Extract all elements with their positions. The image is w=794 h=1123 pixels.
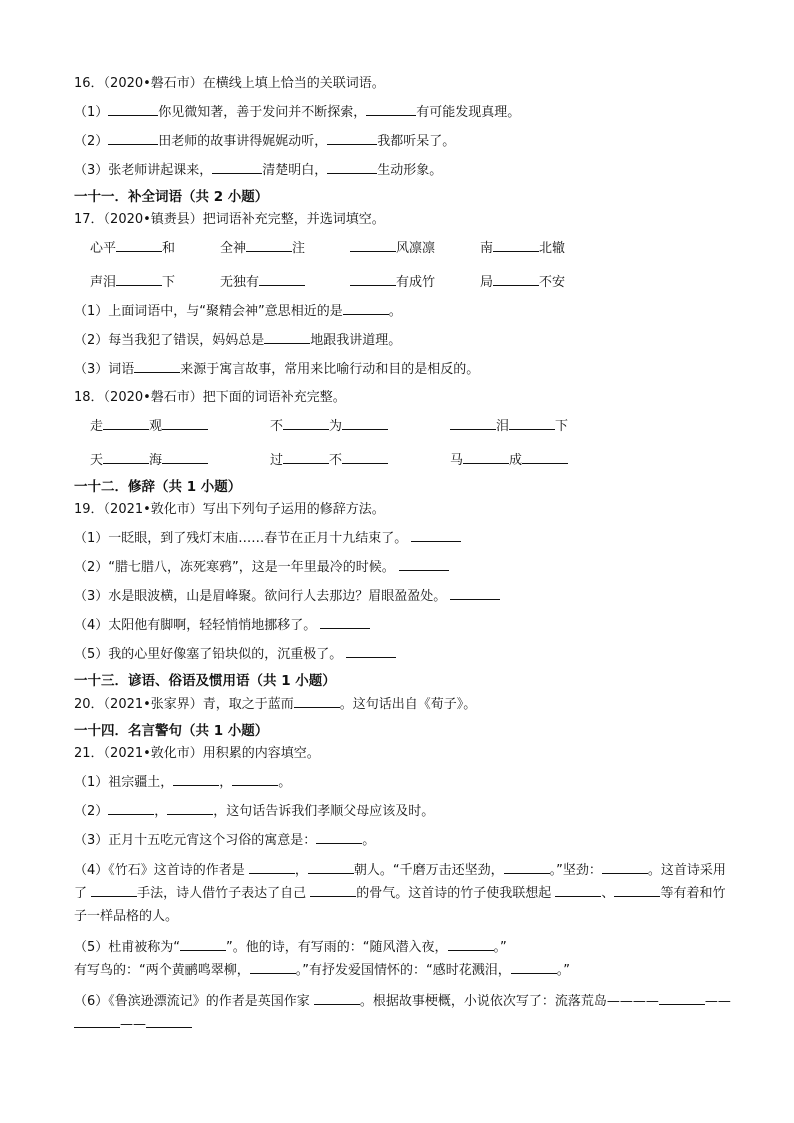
section-heading-11: 一十一．补全词语（共 2 小题） (74, 189, 269, 205)
text: 注 (292, 241, 306, 256)
word-item (270, 416, 450, 437)
q19-item-4 (74, 615, 734, 636)
answer-blank[interactable] (327, 131, 377, 145)
text: —— (704, 994, 731, 1009)
answer-blank[interactable] (74, 1014, 120, 1028)
text: 地跟我讲道理。 (310, 333, 402, 348)
text: 不 (329, 453, 343, 468)
text: 生动形象。 (377, 163, 443, 178)
text: 心平 (90, 241, 117, 256)
answer-blank[interactable] (310, 883, 356, 897)
text: （3）张老师讲起课来， (74, 163, 213, 178)
text: —— (632, 994, 659, 1009)
text: （2） (74, 134, 109, 149)
q21-item-6 (74, 990, 734, 1036)
text: 。” (493, 940, 507, 955)
text: 全神 (220, 241, 247, 256)
text: 走 (90, 419, 104, 434)
text: 等有着和竹子一样品格的人。 (74, 886, 726, 924)
text: （5）杜甫被称为“ (74, 940, 181, 955)
answer-blank[interactable] (167, 801, 213, 815)
text: （6）《鲁滨逊漂流记》的作者是英国作家 (74, 994, 314, 1009)
word-item (450, 416, 630, 437)
worksheet-page (74, 74, 734, 1036)
text: 过 (270, 453, 284, 468)
answer-blank[interactable] (493, 238, 539, 252)
text: 马 (450, 453, 464, 468)
text: 。”坚劲： (549, 863, 602, 878)
text: （3）词语 (74, 362, 135, 377)
word-item (220, 238, 350, 259)
text: （2）每当我犯了错误，妈妈总是 (74, 333, 265, 348)
answer-blank[interactable] (350, 272, 396, 286)
word-item (220, 272, 350, 293)
word-item (480, 272, 600, 293)
q17-item-1 (74, 301, 734, 322)
text: （1） (74, 105, 109, 120)
text: 为 (329, 419, 343, 434)
answer-blank[interactable] (350, 238, 396, 252)
answer-blank[interactable] (342, 416, 388, 430)
q16-item-2 (74, 131, 734, 152)
q21-item-1 (74, 772, 734, 793)
word-item (90, 238, 220, 259)
word-item (450, 450, 630, 471)
text: 。 (388, 304, 402, 319)
answer-blank[interactable] (509, 416, 555, 430)
q17-item-3 (74, 359, 734, 380)
text: 。 (278, 775, 292, 790)
answer-blank[interactable] (614, 883, 660, 897)
answer-blank[interactable] (314, 991, 360, 1005)
answer-blank[interactable] (522, 450, 568, 464)
text: 观 (149, 419, 163, 434)
text: 南 (480, 241, 494, 256)
q17-head: 17．（2020•镇赉县）把词语补充完整，并选词填空。 (74, 212, 385, 227)
q20 (74, 694, 734, 715)
answer-blank[interactable] (232, 772, 278, 786)
text: 有成竹 (396, 275, 436, 290)
text: 天 (90, 453, 104, 468)
q16-head: 16．（2020•磐石市）在横线上填上恰当的关联词语。 (74, 76, 385, 91)
text: 无独有 (220, 275, 260, 290)
answer-blank[interactable] (316, 830, 362, 844)
text: 。” (556, 963, 570, 978)
text: 我都听呆了。 (377, 134, 456, 149)
text: （5）我的心里好像塞了铅块似的，沉重极了。 (74, 647, 343, 662)
text: （1）祖宗疆土， (74, 775, 174, 790)
answer-blank[interactable] (116, 238, 162, 252)
text: —— (120, 1017, 146, 1032)
answer-blank[interactable] (320, 615, 370, 629)
answer-blank[interactable] (343, 301, 389, 315)
q21-item-4 (74, 859, 734, 928)
text: 。 (362, 833, 376, 848)
word-item (270, 450, 450, 471)
answer-blank[interactable] (308, 860, 354, 874)
q17-word-grid (74, 238, 734, 293)
section-heading-13: 一十三．谚语、俗语及惯用语（共 1 小题） (74, 673, 336, 689)
q21-item-5 (74, 936, 734, 982)
q19-item-5 (74, 644, 734, 665)
answer-blank[interactable] (108, 801, 154, 815)
text: 风凛凛 (396, 241, 436, 256)
text: 清楚明白， (262, 163, 328, 178)
text: （2） (74, 804, 109, 819)
section-heading-14: 一十四．名言警句（共 1 小题） (74, 723, 269, 739)
answer-blank[interactable] (346, 644, 396, 658)
text: （1）一眨眼，到了残灯末庙……春节在正月十九结束了。 (74, 531, 408, 546)
answer-blank[interactable] (134, 359, 180, 373)
text: 有写鸟的：“两个黄鹂鸣翠柳， (74, 963, 250, 978)
text: 不 (270, 419, 284, 434)
text: 不安 (539, 275, 566, 290)
text: 、 (601, 886, 615, 901)
text: 朝人。“千磨万击还坚劲， (353, 863, 504, 878)
text: （3）水是眼波横，山是眉峰聚。欲问行人去那边？眉眼盈盈处。 (74, 589, 447, 604)
answer-blank[interactable] (450, 416, 496, 430)
text: （4）《竹石》这首诗的作者是 (74, 863, 249, 878)
answer-blank[interactable] (511, 960, 557, 974)
answer-blank[interactable] (103, 450, 149, 464)
answer-blank[interactable] (108, 131, 158, 145)
q19-head: 19．（2021•敦化市）写出下列句子运用的修辞方法。 (74, 502, 385, 517)
text: ， (294, 863, 308, 878)
text: 海 (149, 453, 163, 468)
word-item (350, 272, 480, 293)
answer-blank[interactable] (116, 272, 162, 286)
text: 来源于寓言故事，常用来比喻行动和目的是相反的。 (180, 362, 480, 377)
text: （1）上面词语中，与“聚精会神”意思相近的是 (74, 304, 343, 319)
text: 。这句话出自《荀子》。 (339, 697, 477, 712)
answer-blank[interactable] (162, 416, 208, 430)
answer-blank[interactable] (173, 772, 219, 786)
q21-item-2 (74, 801, 734, 822)
answer-blank[interactable] (659, 991, 705, 1005)
answer-blank[interactable] (450, 586, 500, 600)
answer-blank[interactable] (146, 1014, 192, 1028)
text: 泪 (496, 419, 510, 434)
q21-head: 21．（2021•敦化市）用积累的内容填空。 (74, 746, 320, 761)
text: 。根据故事梗概，小说依次写了：流落荒岛—— (359, 994, 633, 1009)
text: ”。他的诗，有写雨的：“随风潜入夜， (226, 940, 448, 955)
answer-blank[interactable] (294, 694, 340, 708)
answer-blank[interactable] (180, 937, 226, 951)
answer-blank[interactable] (264, 330, 310, 344)
section-heading-12: 一十二．修辞（共 1 小题） (74, 479, 242, 495)
answer-blank[interactable] (463, 450, 509, 464)
word-item (90, 416, 270, 437)
q19-item-3 (74, 586, 734, 607)
answer-blank[interactable] (327, 160, 377, 174)
text: （2）“腊七腊八，冻死寒鸦”，这是一年里最冷的时候。 (74, 560, 395, 575)
answer-blank[interactable] (283, 450, 329, 464)
text: （3）正月十五吃元宵这个习俗的寓意是： (74, 833, 317, 848)
answer-blank[interactable] (399, 557, 449, 571)
text: （4）太阳他有脚啊，轻轻悄悄地挪移了。 (74, 618, 317, 633)
answer-blank[interactable] (555, 883, 601, 897)
q17-item-2 (74, 330, 734, 351)
answer-blank[interactable] (108, 102, 158, 116)
q19-item-1 (74, 528, 734, 549)
q18-word-grid (74, 416, 734, 471)
answer-blank[interactable] (162, 450, 208, 464)
q19-item-2 (74, 557, 734, 578)
word-item (480, 238, 600, 259)
text: 的骨气。这首诗的竹子使我联想起 (356, 886, 556, 901)
answer-blank[interactable] (103, 416, 149, 430)
text: ，这句话告诉我们孝顺父母应该及时。 (213, 804, 435, 819)
text: 下 (555, 419, 569, 434)
answer-blank[interactable] (448, 937, 494, 951)
answer-blank[interactable] (504, 860, 550, 874)
answer-blank[interactable] (246, 238, 292, 252)
answer-blank[interactable] (91, 883, 137, 897)
q21-item-3 (74, 830, 734, 851)
answer-blank[interactable] (283, 416, 329, 430)
q16-item-3 (74, 160, 734, 181)
answer-blank[interactable] (250, 960, 296, 974)
text: 田老师的故事讲得娓娓动听， (158, 134, 328, 149)
text: 。这首诗采用了 (74, 863, 726, 901)
text: 20．（2021•张家界）青，取之于蓝而 (74, 697, 294, 712)
text: 局 (480, 275, 494, 290)
q18-head: 18．（2020•磐石市）把下面的词语补充完整。 (74, 390, 346, 405)
text: 你见微知著，善于发问并不断探索， (158, 105, 367, 120)
q16-item-1 (74, 102, 734, 123)
answer-blank[interactable] (212, 160, 262, 174)
answer-blank[interactable] (259, 272, 305, 286)
text: 手法，诗人借竹子表达了自己 (137, 886, 311, 901)
text: 和 (162, 241, 176, 256)
answer-blank[interactable] (342, 450, 388, 464)
text: 北辙 (539, 241, 566, 256)
text: 下 (162, 275, 176, 290)
text: 成 (509, 453, 523, 468)
text: ， (219, 775, 233, 790)
word-item (90, 272, 220, 293)
text: ， (154, 804, 168, 819)
answer-blank[interactable] (602, 860, 648, 874)
text: 有可能发现真理。 (416, 105, 521, 120)
word-item (350, 238, 480, 259)
answer-blank[interactable] (493, 272, 539, 286)
answer-blank[interactable] (249, 860, 295, 874)
word-item (90, 450, 270, 471)
text: 声泪 (90, 275, 117, 290)
answer-blank[interactable] (411, 528, 461, 542)
text: 。”有抒发爱国情怀的：“感时花溅泪， (295, 963, 511, 978)
answer-blank[interactable] (366, 102, 416, 116)
